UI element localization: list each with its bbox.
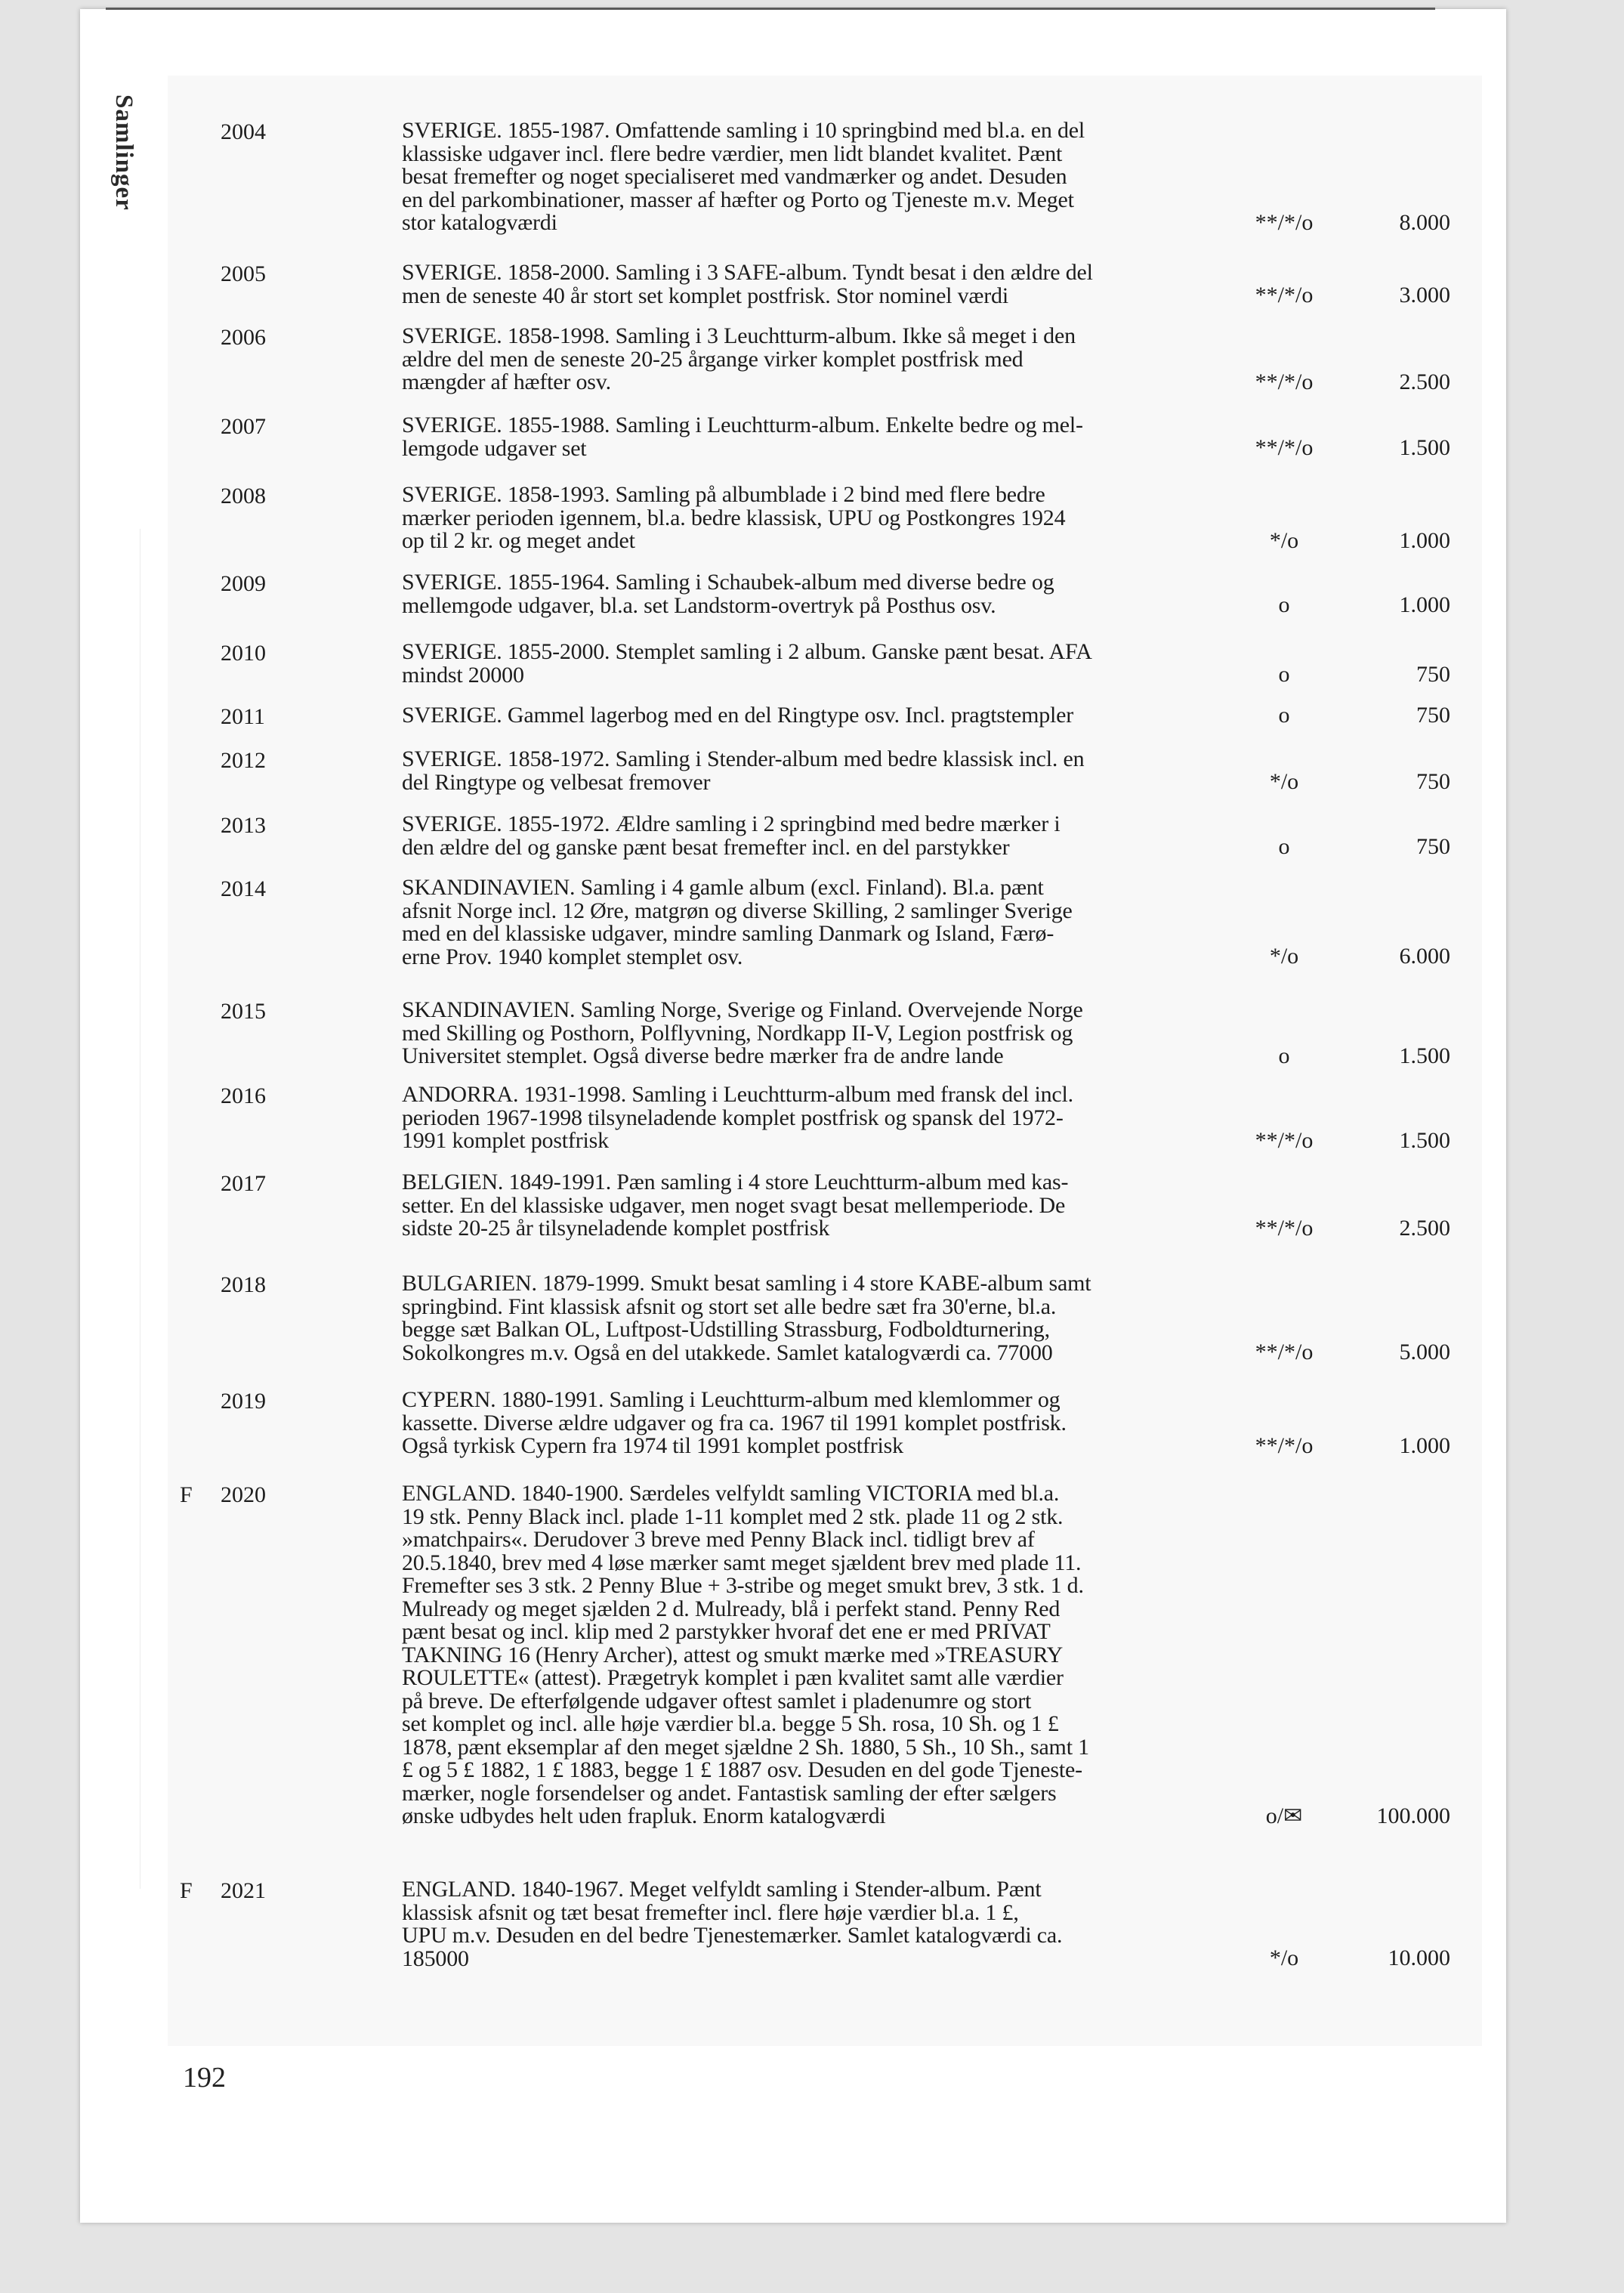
description-line: Mulready og meget sjælden 2 d. Mulready, blå i perfekt stand. Penny Red <box>402 1596 1061 1621</box>
description-line: ROULETTE« (attest). Prægetryk komplet i pæn kvalitet samt alle værdier <box>402 1665 1064 1690</box>
description-line: ENGLAND. 1840-1900. Særdeles velfyldt samling VICTORIA med bl.a. <box>402 1481 1060 1506</box>
description-line: SVERIGE. Gammel lagerbog med en del Ringtype osv. Incl. pragtstempler <box>402 703 1074 728</box>
description-line: Også tyrkisk Cypern fra 1974 til 1991 komplet postfrisk <box>402 1433 903 1458</box>
lot-number: 2019 <box>221 1389 266 1414</box>
lot-number: 2018 <box>221 1272 266 1297</box>
description-line: på breve. De efterfølgende udgaver oftest samlet i pladenumre og stort <box>402 1688 1032 1714</box>
lot-description <box>402 484 1233 553</box>
lot-row <box>0 1878 1624 1970</box>
condition-code: **/*/o <box>1255 1215 1314 1241</box>
lot-number: 2008 <box>221 484 266 508</box>
lot-row <box>0 414 1624 460</box>
condition-code: **/*/o <box>1255 369 1314 394</box>
condition-code: **/*/o <box>1255 1340 1314 1364</box>
lot-number: 2016 <box>221 1083 266 1108</box>
description-line: perioden 1967-1998 tilsyneladende komplet postfrisk og spansk del 1972- <box>402 1105 1064 1130</box>
condition-code: o <box>1278 702 1290 728</box>
condition-code: */o <box>1269 527 1299 553</box>
lot-price: 2.500 <box>1399 1215 1450 1241</box>
lot-description <box>402 1272 1233 1364</box>
condition-code: **/*/o <box>1255 283 1314 307</box>
top-rule <box>106 8 1435 10</box>
lot-number: 2020 <box>221 1482 266 1507</box>
lot-number: 2010 <box>221 641 266 666</box>
page-number: 192 <box>183 2062 226 2094</box>
condition-code: o/✉ <box>1265 1803 1303 1828</box>
description-line: mellemgode udgaver, bl.a. set Landstorm-overtryk på Posthus osv. <box>402 592 996 618</box>
lot-price: 750 <box>1416 662 1450 687</box>
description-line: pænt besat og incl. klip med 2 parstykker hvoraf det ene er med PRIVAT <box>402 1619 1051 1644</box>
lot-description <box>402 571 1233 617</box>
description-line: SKANDINAVIEN. Samling Norge, Sverige og Finland. Overvejende Norge <box>402 997 1083 1022</box>
description-line: 185000 <box>402 1945 469 1971</box>
description-line: 19 stk. Penny Black incl. plade 1-11 komplet med 2 stk. plade 11 og 2 stk. <box>402 1503 1064 1529</box>
description-line: mindst 20000 <box>402 662 524 688</box>
lot-price: 100.000 <box>1376 1803 1450 1828</box>
description-line: ANDORRA. 1931-1998. Samling i Leuchtturm-album med fransk del incl. <box>402 1082 1073 1107</box>
description-line: SVERIGE. 1855-1972. Ældre samling i 2 springbind med bedre mærker i <box>402 811 1061 836</box>
lot-number: 2013 <box>221 813 266 838</box>
description-line: SVERIGE. 1858-1998. Samling i 3 Leuchtturm-album. Ikke så meget i den <box>402 323 1076 348</box>
condition-code: **/*/o <box>1255 1127 1314 1153</box>
lot-price: 5.000 <box>1399 1340 1450 1364</box>
lot-description <box>402 414 1233 460</box>
description-line: den ældre del og ganske pænt besat fremefter incl. en del parstykker <box>402 834 1010 860</box>
description-line: afsnit Norge incl. 12 Øre, matgrøn og diverse Skilling, 2 samlinger Sverige <box>402 898 1073 923</box>
description-line: mængder af hæfter osv. <box>402 369 611 394</box>
lot-number: 2021 <box>221 1878 266 1903</box>
description-line: klassiske udgaver incl. flere bedre værdier, men lidt blandet kvalitet. Pænt <box>402 141 1063 166</box>
section-tab: Samlinger <box>110 94 137 211</box>
description-line: mærker, nogle forsendelser og andet. Fantastisk samling der efter sælgers <box>402 1780 1057 1806</box>
description-line: med en del klassiske udgaver, mindre samling Danmark og Island, Færø- <box>402 921 1054 946</box>
lot-flag: F <box>180 1878 193 1903</box>
lot-flag: F <box>180 1482 193 1507</box>
description-line: med Skilling og Posthorn, Polflyvning, Nordkapp II-V, Legion postfrisk og <box>402 1020 1073 1046</box>
description-line: Fremefter ses 3 stk. 2 Penny Blue + 3-stribe og meget smukt brev, 3 stk. 1 d. <box>402 1573 1084 1598</box>
lot-row <box>0 999 1624 1068</box>
description-line: UPU m.v. Desuden en del bedre Tjenestemærker. Samlet katalogværdi ca. <box>402 1923 1063 1948</box>
description-line: SVERIGE. 1855-2000. Stemplet samling i 2 album. Ganske pænt besat. AFA <box>402 639 1092 664</box>
lot-description <box>402 999 1233 1068</box>
description-line: del Ringtype og velbesat fremover <box>402 769 711 795</box>
lot-row <box>0 571 1624 617</box>
description-line: SVERIGE. 1858-2000. Samling i 3 SAFE-album. Tyndt besat i den ældre del <box>402 260 1093 285</box>
condition-code: o <box>1278 834 1290 859</box>
description-line: SVERIGE. 1855-1988. Samling i Leuchtturm-album. Enkelte bedre og mel- <box>402 413 1083 437</box>
lot-row <box>0 748 1624 794</box>
description-line: BULGARIEN. 1879-1999. Smukt besat samling i 4 store KABE-album samt <box>402 1271 1091 1296</box>
lot-price: 2.500 <box>1399 369 1450 394</box>
lot-row <box>0 1171 1624 1241</box>
description-line: SVERIGE. 1855-1987. Omfattende samling i 10 springbind med bl.a. en del <box>402 118 1085 143</box>
description-line: 1991 komplet postfrisk <box>402 1128 609 1153</box>
lot-price: 10.000 <box>1388 1945 1450 1970</box>
lot-price: 1.000 <box>1399 1432 1450 1458</box>
description-line: sidste 20-25 år tilsyneladende komplet postfrisk <box>402 1216 830 1241</box>
lot-price: 1.000 <box>1399 592 1450 617</box>
lot-row <box>0 704 1624 728</box>
condition-code: o <box>1278 592 1290 617</box>
description-line: BELGIEN. 1849-1991. Pæn samling i 4 store Leuchtturm-album med kas- <box>402 1170 1069 1194</box>
description-line: ENGLAND. 1840-1967. Meget velfyldt samling i Stender-album. Pænt <box>402 1877 1042 1902</box>
description-line: SVERIGE. 1858-1993. Samling på albumblade i 2 bind med flere bedre <box>402 482 1045 507</box>
description-line: ønske udbydes helt uden frapluk. Enorm katalogværdi <box>402 1803 886 1828</box>
lot-number: 2014 <box>221 876 266 901</box>
lot-row <box>0 1482 1624 1828</box>
condition-code: **/*/o <box>1255 435 1314 460</box>
lot-number: 2005 <box>221 261 266 286</box>
lot-price: 8.000 <box>1399 209 1450 235</box>
lot-row <box>0 813 1624 859</box>
lot-price: 1.500 <box>1399 435 1450 460</box>
description-line: Universitet stemplet. Også diverse bedre mærker fra de andre lande <box>402 1043 1004 1068</box>
lot-price: 3.000 <box>1399 283 1450 307</box>
condition-code: o <box>1278 1043 1290 1068</box>
lot-row <box>0 1272 1624 1364</box>
description-line: Sokolkongres m.v. Også en del utakkede. Samlet katalogværdi ca. 77000 <box>402 1340 1053 1365</box>
lot-description <box>402 1389 1233 1458</box>
description-line: stor katalogværdi <box>402 210 557 235</box>
description-line: ældre del men de seneste 20-25 årgange virker komplet postfrisk med <box>402 346 1023 372</box>
lot-description <box>402 1878 1233 1970</box>
lot-row <box>0 641 1624 687</box>
lot-description <box>402 261 1233 307</box>
description-line: besat fremefter og noget specialiseret med vandmærker og andet. Desuden <box>402 164 1067 189</box>
lot-description <box>402 704 1233 728</box>
description-line: op til 2 kr. og meget andet <box>402 528 635 553</box>
description-line: setter. En del klassiske udgaver, men noget svagt besat mellemperiode. De <box>402 1192 1066 1218</box>
description-line: set komplet og incl. alle høje værdier bl.a. begge 5 Sh. rosa, 10 Sh. og 1 £ <box>402 1711 1059 1736</box>
description-line: 20.5.1840, brev med 4 løse mærker samt meget sjældent brev med plade 11. <box>402 1550 1082 1575</box>
lot-price: 750 <box>1416 769 1450 794</box>
description-line: CYPERN. 1880-1991. Samling i Leuchtturm-album med klemlommer og <box>402 1387 1061 1412</box>
description-line: »matchpairs«. Derudover 3 breve med Penny Black incl. tidligt brev af <box>402 1527 1035 1552</box>
lot-row <box>0 325 1624 394</box>
lot-row <box>0 119 1624 235</box>
description-line: mærker perioden igennem, bl.a. bedre klassisk, UPU og Postkongres 1924 <box>402 505 1066 530</box>
lot-number: 2017 <box>221 1171 266 1196</box>
lot-number: 2007 <box>221 414 266 439</box>
lot-number: 2004 <box>221 119 266 144</box>
lot-row <box>0 1389 1624 1458</box>
description-line: en del parkombinationer, masser af hæfter og Porto og Tjeneste m.v. Meget <box>402 187 1074 212</box>
lot-description <box>402 119 1233 235</box>
description-line: £ og 5 £ 1882, 1 £ 1883, begge 1 £ 1887 osv. Desuden en del gode Tjeneste- <box>402 1757 1082 1782</box>
lot-description <box>402 748 1233 794</box>
lot-price: 1.500 <box>1399 1127 1450 1153</box>
lot-price: 6.000 <box>1399 944 1450 969</box>
description-line: lemgode udgaver set <box>402 435 587 461</box>
lot-number: 2011 <box>221 704 265 729</box>
description-line: springbind. Fint klassisk afsnit og stort set alle bedre sæt fra 30'erne, bl.a. <box>402 1293 1057 1319</box>
lot-price: 750 <box>1416 834 1450 859</box>
lot-description <box>402 1083 1233 1153</box>
lot-description <box>402 813 1233 859</box>
condition-code: */o <box>1269 944 1299 969</box>
description-line: 1878, pænt eksemplar af den meget sjældne 2 Sh. 1880, 5 Sh., 10 Sh., samt 1 <box>402 1734 1089 1760</box>
lot-price: 1.500 <box>1399 1043 1450 1068</box>
lot-row <box>0 261 1624 307</box>
description-line: klassisk afsnit og tæt besat fremefter incl. flere høje værdier bl.a. 1 £, <box>402 1899 1019 1925</box>
description-line: begge sæt Balkan OL, Luftpost-Udstilling Strassburg, Fodboldturnering, <box>402 1317 1050 1342</box>
lot-description <box>402 641 1233 687</box>
lot-number: 2012 <box>221 748 266 773</box>
description-line: erne Prov. 1940 komplet stemplet osv. <box>402 944 743 969</box>
lot-number: 2009 <box>221 571 266 596</box>
lot-number: 2015 <box>221 999 266 1024</box>
lot-row <box>0 876 1624 969</box>
condition-code: */o <box>1269 769 1299 794</box>
lot-description <box>402 1171 1233 1241</box>
lot-row <box>0 484 1624 553</box>
lot-description <box>402 325 1233 394</box>
condition-code: */o <box>1269 1945 1299 1970</box>
description-line: kassette. Diverse ældre udgaver og fra ca. 1967 til 1991 komplet postfrisk. <box>402 1410 1067 1435</box>
lot-description <box>402 1482 1233 1828</box>
lot-number: 2006 <box>221 325 266 350</box>
description-line: SKANDINAVIEN. Samling i 4 gamle album (excl. Finland). Bl.a. pænt <box>402 875 1044 900</box>
description-line: TAKNING 16 (Henry Archer), attest og smukt mærke med »TREASURY <box>402 1642 1064 1667</box>
lot-price: 1.000 <box>1399 527 1450 553</box>
condition-code: **/*/o <box>1255 209 1314 235</box>
lot-description <box>402 876 1233 969</box>
description-line: men de seneste 40 år stort set komplet postfrisk. Stor nominel værdi <box>402 283 1008 308</box>
description-line: SVERIGE. 1858-1972. Samling i Stender-album med bedre klassisk incl. en <box>402 746 1085 771</box>
lot-row <box>0 1083 1624 1153</box>
condition-code: o <box>1278 662 1290 687</box>
description-line: SVERIGE. 1855-1964. Samling i Schaubek-album med diverse bedre og <box>402 570 1054 595</box>
lot-price: 750 <box>1416 702 1450 728</box>
condition-code: **/*/o <box>1255 1432 1314 1458</box>
